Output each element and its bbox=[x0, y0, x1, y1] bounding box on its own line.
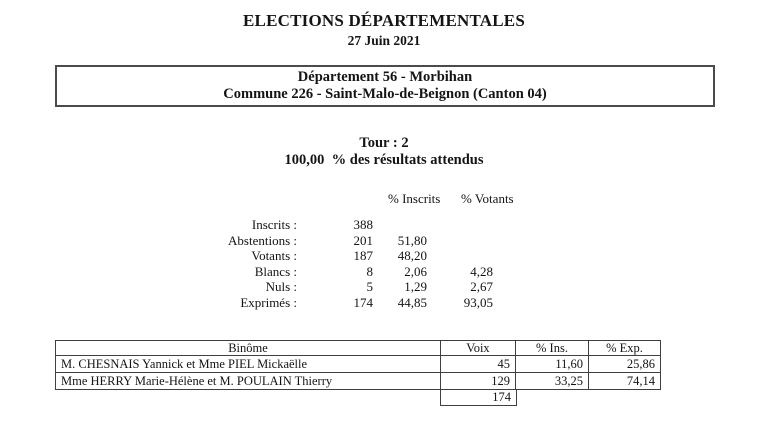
voix-cell: 45 bbox=[441, 356, 516, 373]
stats-pct-inscrits: 44,85 bbox=[397, 294, 427, 310]
results-header-pct-ins: % Ins. bbox=[516, 341, 589, 356]
results-header-row bbox=[56, 341, 661, 356]
results-table bbox=[55, 340, 661, 390]
results-row bbox=[56, 356, 661, 373]
stats-value: 174 bbox=[353, 294, 373, 310]
pct-exp-cell: 74,14 bbox=[589, 373, 661, 390]
total-voix-cell: 174 bbox=[440, 390, 517, 406]
stats-row-blancs bbox=[177, 264, 493, 280]
stats-pct-inscrits: 1,29 bbox=[404, 279, 427, 294]
stats-pct-inscrits bbox=[373, 217, 427, 233]
stats-value: 388 bbox=[353, 217, 373, 232]
stats-label: Abstentions : bbox=[228, 232, 297, 248]
stats-label: Votants : bbox=[251, 248, 297, 263]
stats-row-nuls bbox=[177, 279, 493, 295]
results-header-binome: Binôme bbox=[56, 341, 441, 356]
stats-value: 187 bbox=[353, 248, 373, 263]
stats-row-votants bbox=[177, 248, 493, 264]
binome-cell: Mme HERRY Marie-Hélène et M. POULAIN Thierry bbox=[56, 373, 441, 390]
stats-pct-votants: 93,05 bbox=[463, 294, 493, 310]
tour-label: Tour : 2 bbox=[359, 135, 409, 151]
pct-ins-cell: 33,25 bbox=[516, 373, 589, 390]
stats-pct-inscrits: 2,06 bbox=[404, 263, 427, 279]
stats-row-abstentions bbox=[177, 233, 493, 249]
stats-pct-inscrits: 51,80 bbox=[397, 232, 427, 248]
voix-cell: 129 bbox=[441, 373, 516, 390]
document-title: ELECTIONS DÉPARTEMENTALES bbox=[243, 11, 525, 30]
stats-pct-inscrits: 48,20 bbox=[397, 248, 427, 263]
results-row bbox=[56, 373, 661, 390]
pct-ins-cell: 11,60 bbox=[516, 356, 589, 373]
progress-label: 100,00 % des résultats attendus bbox=[284, 152, 484, 168]
department-line: Département 56 - Morbihan bbox=[297, 69, 473, 85]
stats-pct-votants: 2,67 bbox=[470, 279, 493, 294]
stats-pct-votants bbox=[427, 217, 493, 233]
binome-cell: M. CHESNAIS Yannick et Mme PIEL Mickaëlle bbox=[56, 356, 441, 373]
stats-label: Inscrits : bbox=[251, 217, 297, 232]
stats-header-pct-inscrits: % Inscrits bbox=[388, 191, 441, 206]
stats-block bbox=[177, 217, 493, 310]
stats-value: 201 bbox=[353, 232, 373, 248]
stats-pct-votants bbox=[427, 248, 493, 264]
stats-value: 8 bbox=[366, 263, 373, 279]
stats-row-exprimes bbox=[177, 295, 493, 311]
stats-label: Nuls : bbox=[265, 279, 297, 294]
pct-exp-cell: 25,86 bbox=[589, 356, 661, 373]
department-box bbox=[55, 65, 715, 107]
stats-value: 5 bbox=[366, 279, 373, 294]
results-header-voix: Voix bbox=[441, 341, 516, 356]
stats-label: Blancs : bbox=[254, 263, 297, 279]
stats-label: Exprimés : bbox=[240, 294, 297, 310]
document-date: 27 Juin 2021 bbox=[347, 33, 421, 48]
commune-line: Commune 226 - Saint-Malo-de-Beignon (Canton 04) bbox=[223, 86, 547, 102]
stats-pct-votants bbox=[427, 233, 493, 249]
stats-header-pct-votants: % Votants bbox=[461, 191, 514, 206]
results-header-pct-exp: % Exp. bbox=[589, 341, 661, 356]
stats-row-inscrits bbox=[177, 217, 493, 233]
stats-pct-votants: 4,28 bbox=[470, 263, 493, 279]
